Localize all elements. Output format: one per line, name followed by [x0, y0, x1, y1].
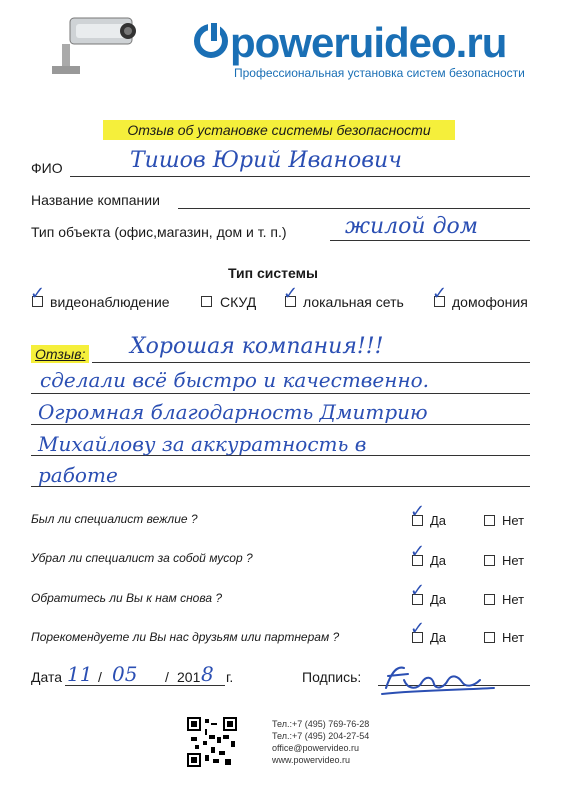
question-recommend: Порекомендуете ли Вы нас друзьям или партнерам ?: [31, 630, 340, 644]
fio-line: [70, 176, 530, 177]
date-year-suffix[interactable]: 8: [201, 662, 214, 686]
date-separator: /: [98, 669, 102, 685]
system-type-skud: СКУД: [220, 294, 257, 310]
option-no: Нет: [502, 630, 525, 645]
option-yes: Да: [430, 592, 447, 607]
date-year-prefix: 201: [177, 669, 201, 685]
security-camera-icon: [40, 10, 140, 80]
email-link[interactable]: office@powervideo.ru: [272, 743, 360, 753]
review-label: Отзыв:: [31, 345, 89, 363]
option-yes: Да: [430, 630, 447, 645]
fio-label: ФИО: [31, 160, 63, 176]
question-polite: Был ли специалист вежлие ?: [31, 512, 198, 526]
date-day[interactable]: 11: [67, 662, 93, 686]
review-text-line[interactable]: Огромная благодарность Дмитрию: [38, 400, 428, 424]
question-return: Обратитесь ли Вы к нам снова ?: [31, 591, 223, 605]
checkbox-no[interactable]: [484, 515, 495, 526]
website-link[interactable]: www.powervideo.ru: [272, 755, 351, 765]
date-end: г.: [226, 669, 234, 685]
review-line-2: [31, 393, 530, 394]
question-cleanup: Убрал ли специалист за собой мусор ?: [31, 551, 253, 565]
review-text-line[interactable]: сделали всё быстро и качественно.: [40, 368, 430, 392]
company-line: [178, 208, 530, 209]
brand-name: poweruideo.ru: [230, 19, 507, 66]
check-mark-icon: ✓: [410, 618, 426, 638]
brand-logo: [196, 19, 507, 66]
footer-contacts: [272, 718, 369, 766]
object-label: Тип объекта (офис,магазин, дом и т. п.): [31, 224, 287, 240]
power-icon: [194, 24, 228, 58]
check-mark-icon: ✓: [410, 541, 426, 561]
object-line: [330, 240, 530, 241]
system-type-title: Тип системы: [228, 265, 318, 281]
system-type-video: видеонаблюдение: [50, 294, 170, 310]
checkbox-skud[interactable]: [201, 296, 212, 307]
checkbox-no[interactable]: [484, 632, 495, 643]
check-mark-icon: ✓: [283, 283, 299, 303]
system-type-lan: локальная сеть: [303, 294, 404, 310]
option-yes: Да: [430, 553, 447, 568]
date-label: Дата: [31, 669, 63, 685]
checkbox-no[interactable]: [484, 555, 495, 566]
system-type-intercom: домофония: [452, 294, 528, 310]
review-text-line[interactable]: Хорошая компания!!!: [130, 334, 384, 359]
option-no: Нет: [502, 513, 525, 528]
checkbox-no[interactable]: [484, 594, 495, 605]
object-value[interactable]: жилой дом: [345, 214, 479, 239]
review-line-1: [92, 362, 530, 363]
review-line-3: [31, 424, 530, 425]
check-mark-icon: ✓: [410, 580, 426, 600]
phone-1: Тел.:+7 (495) 769-76-28: [272, 719, 370, 729]
tagline: Профессиональная установка систем безопасности: [234, 66, 525, 80]
check-mark-icon: ✓: [410, 501, 426, 521]
check-mark-icon: ✓: [432, 283, 448, 303]
company-label: Название компании: [31, 192, 160, 208]
qr-code-icon: [187, 717, 237, 767]
check-mark-icon: ✓: [30, 283, 46, 303]
phone-2: Тел.:+7 (495) 204-27-54: [272, 731, 370, 741]
date-separator: /: [165, 669, 169, 685]
signature-label: Подпись:: [302, 669, 362, 685]
review-text-line[interactable]: работе: [38, 463, 118, 487]
option-no: Нет: [502, 592, 525, 607]
option-no: Нет: [502, 553, 525, 568]
form-title: Отзыв об установке системы безопасности: [103, 120, 455, 140]
option-yes: Да: [430, 513, 447, 528]
review-text-line[interactable]: Михайлову за аккуратность в: [38, 432, 367, 456]
signature-image[interactable]: [378, 660, 498, 700]
fio-value[interactable]: Тишов Юрий Иванович: [130, 148, 402, 173]
date-month[interactable]: 05: [112, 662, 138, 686]
